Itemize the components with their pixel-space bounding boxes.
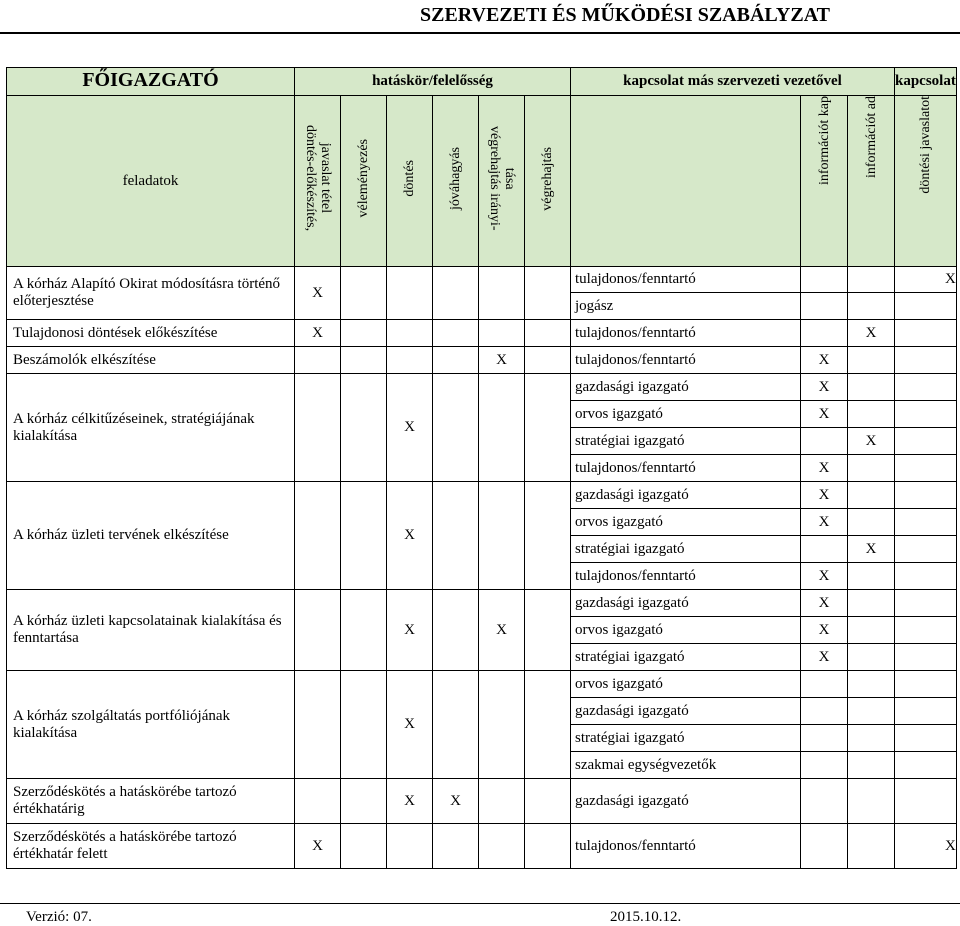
role-cell: jogász [571,293,801,320]
task-cell: Tulajdonosi döntések előkészítése [7,320,295,347]
version-label: Verzió: 07. [26,909,92,925]
table-row [7,482,957,509]
role-cell: gazdasági igazgató [571,698,801,725]
mark-cell: X [387,482,433,590]
mark-cell: X [848,428,895,455]
mark-cell: X [295,267,341,320]
mark-cell: X [848,536,895,563]
task-cell: Szerződéskötés a hatáskörébe tartozó értékhatár felett [7,824,295,869]
col-approval: jóváhagyás [433,96,479,267]
table-row [7,320,957,347]
table-row [7,347,957,374]
col-decision-proposal: döntési javaslatot [895,96,957,267]
role-cell: tulajdonos/fenntartó [571,563,801,590]
mark-cell: X [895,824,957,869]
role-cell: gazdasági igazgató [571,374,801,401]
table-row [7,374,957,401]
role-cell: stratégiai igazgató [571,644,801,671]
task-cell: A kórház célkitűzéseinek, stratégiájának kialakítása [7,374,295,482]
mark-cell: X [801,563,848,590]
mark-cell: X [479,590,525,671]
responsibility-table [6,67,957,869]
table-row [7,267,957,293]
main-title-cell [7,68,295,96]
col-execution: végrehajtás [525,96,571,267]
mark-cell: X [387,590,433,671]
mark-cell: X [387,374,433,482]
col-opinion: véleményezés [341,96,387,267]
table-row [7,671,957,698]
role-cell: gazdasági igazgató [571,590,801,617]
header-rule [0,32,960,34]
mark-cell: X [801,509,848,536]
col-info-receives: információt kap [801,96,848,267]
group-header-authority: hatáskör/felelősség [295,68,571,96]
header-row-1 [7,68,957,96]
header-row-2 [7,96,957,267]
task-cell: A kórház üzleti tervének elkészítése [7,482,295,590]
mark-cell: X [387,779,433,824]
mark-cell: X [479,347,525,374]
mark-cell: X [295,320,341,347]
table-row [7,779,957,824]
main-title: FŐIGAZGATÓ [82,69,219,91]
role-cell: orvos igazgató [571,671,801,698]
document-title: SZERVEZETI ÉS MŰKÖDÉSI SZABÁLYZAT [420,4,830,26]
role-cell: tulajdonos/fenntartó [571,320,801,347]
role-cell: gazdasági igazgató [571,779,801,824]
mark-cell: X [295,824,341,869]
role-cell: tulajdonos/fenntartó [571,455,801,482]
mark-cell: X [801,617,848,644]
col-role-blank [571,96,801,267]
mark-cell: X [801,401,848,428]
mark-cell: X [848,320,895,347]
role-cell: stratégiai igazgató [571,428,801,455]
col-decision-prep: döntés-előkészítés, javaslat tétel [295,96,341,267]
date-label: 2015.10.12. [610,909,682,925]
task-column-header: feladatok [7,96,295,267]
col-decision: döntés [387,96,433,267]
task-cell: Szerződéskötés a hatáskörébe tartozó értékhatárig [7,779,295,824]
task-cell: Beszámolók elkészítése [7,347,295,374]
footer-rule [0,903,960,904]
group-header-contact2: kapcsolat [895,68,957,96]
mark-cell: X [801,590,848,617]
mark-cell: X [387,671,433,779]
role-cell: orvos igazgató [571,401,801,428]
role-cell: orvos igazgató [571,617,801,644]
mark-cell: X [433,779,479,824]
mark-cell: X [895,267,957,293]
role-cell: tulajdonos/fenntartó [571,347,801,374]
table-row [7,590,957,617]
role-cell: orvos igazgató [571,509,801,536]
task-cell: A kórház Alapító Okirat módosításra történő előterjesztése [7,267,295,320]
col-exec-direction: végrehajtás irányi- tása [479,96,525,267]
table-row [7,824,957,869]
role-cell: szakmai egységvezetők [571,752,801,779]
task-cell: A kórház üzleti kapcsolatainak kialakítása és fenntartása [7,590,295,671]
mark-cell: X [801,455,848,482]
group-header-contact: kapcsolat más szervezeti vezetővel [571,68,895,96]
role-cell: tulajdonos/fenntartó [571,824,801,869]
mark-cell: X [801,644,848,671]
role-cell: gazdasági igazgató [571,482,801,509]
col-info-gives: információt ad [848,96,895,267]
task-cell: A kórház szolgáltatás portfóliójának kialakítása [7,671,295,779]
role-cell: tulajdonos/fenntartó [571,267,801,293]
mark-cell: X [801,374,848,401]
role-cell: stratégiai igazgató [571,725,801,752]
mark-cell: X [801,482,848,509]
mark-cell: X [801,347,848,374]
role-cell: stratégiai igazgató [571,536,801,563]
